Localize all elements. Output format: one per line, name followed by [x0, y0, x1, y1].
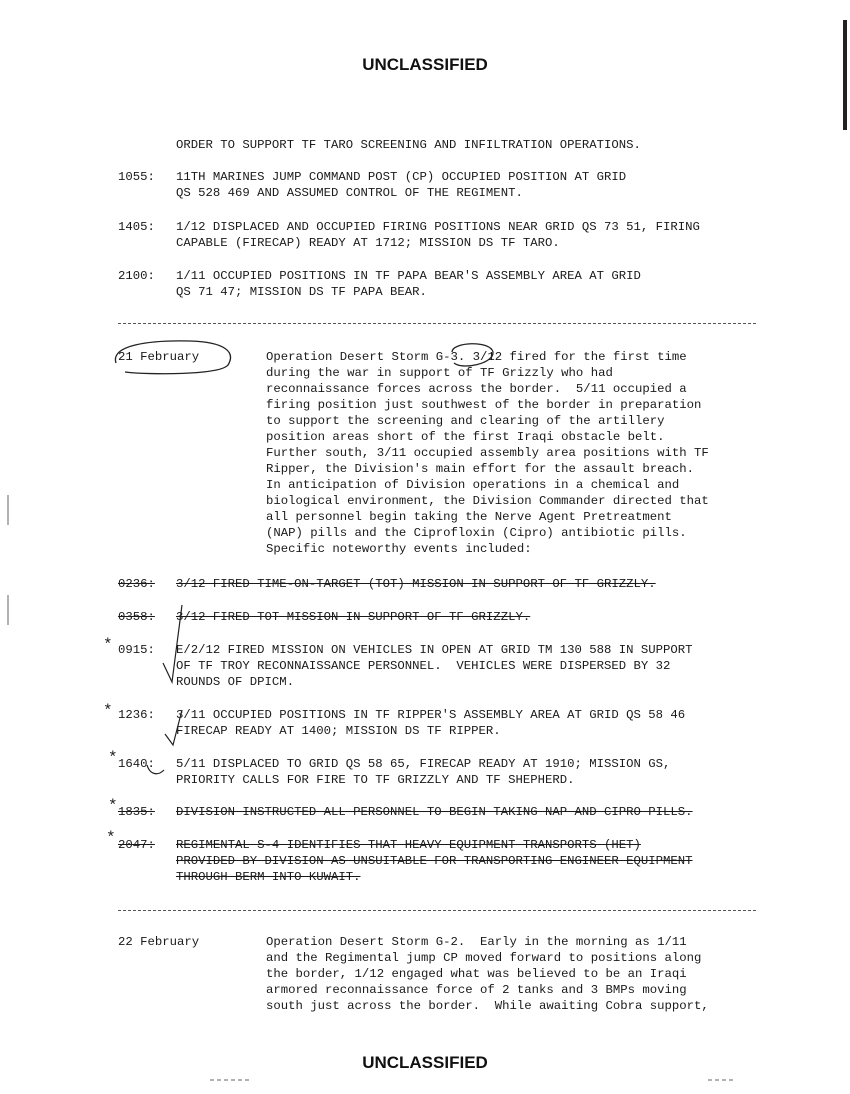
para-line: biological environment, the Division Commander directed that: [266, 494, 709, 508]
entry-time: 2047:: [118, 838, 155, 852]
entry-time: 1835:: [118, 805, 155, 819]
entry-line: PROVIDED BY DIVISION AS UNSUITABLE FOR TRANSPORTING ENGINEER EQUIPMENT: [176, 854, 693, 868]
entry-line: DIVISION INSTRUCTED ALL PERSONNEL TO BEGIN TAKING NAP AND CIPRO PILLS.: [176, 805, 693, 819]
para-line: during the war in support of TF Grizzly who had: [266, 366, 613, 380]
para-line: Further south, 3/11 occupied assembly area positions with TF: [266, 446, 709, 460]
entry-time: 0358:: [118, 610, 155, 624]
entry-time: 2100:: [118, 269, 155, 283]
scan-edge-bar: [843, 20, 847, 130]
para-line: firing position just southwest of the border in preparation: [266, 398, 702, 412]
entry-line: 11TH MARINES JUMP COMMAND POST (CP) OCCUPIED POSITION AT GRID: [176, 170, 627, 184]
asterisk-mark: *: [103, 636, 113, 654]
entry-line: 1/11 OCCUPIED POSITIONS IN TF PAPA BEAR'S ASSEMBLY AREA AT GRID: [176, 269, 641, 283]
para-line: the border, 1/12 engaged what was believed to be an Iraqi: [266, 967, 687, 981]
date-21-february: 21 February: [118, 350, 200, 364]
entry-time: 1640:: [118, 757, 155, 771]
footer-classification: UNCLASSIFIED: [362, 1053, 488, 1072]
date-22-february: 22 February: [118, 935, 200, 949]
entry-line: QS 71 47; MISSION DS TF PAPA BEAR.: [176, 285, 427, 299]
entry-line: CAPABLE (FIRECAP) READY AT 1712; MISSION DS TF TARO.: [176, 236, 560, 250]
entry-line: 5/11 DISPLACED TO GRID QS 58 65, FIRECAP READY AT 1910; MISSION GS,: [176, 757, 671, 771]
para-line: all personnel begin taking the Nerve Agent Pretreatment: [266, 510, 672, 524]
entry-line: FIRECAP READY AT 1400; MISSION DS TF RIPPER.: [176, 724, 501, 738]
intro-line: ORDER TO SUPPORT TF TARO SCREENING AND INFILTRATION OPERATIONS.: [176, 138, 641, 152]
para-line: and the Regimental jump CP moved forward to positions along: [266, 951, 702, 965]
para-line: Operation Desert Storm G-3. 3/12 fired for the first time: [266, 350, 687, 364]
entry-time: 1236:: [118, 708, 155, 722]
entry-time: 1405:: [118, 220, 155, 234]
para-line: Ripper, the Division's main effort for the assault breach.: [266, 462, 695, 476]
para-line: armored reconnaissance force of 2 tanks and 3 BMPs moving: [266, 983, 687, 997]
entry-line: REGIMENTAL S-4 IDENTIFIES THAT HEAVY EQUIPMENT TRANSPORTS (HET): [176, 838, 641, 852]
entry-line: 1/12 DISPLACED AND OCCUPIED FIRING POSITIONS NEAR GRID QS 73 51, FIRING: [176, 220, 700, 234]
entry-line: PRIORITY CALLS FOR FIRE TO TF GRIZZLY AND TF SHEPHERD.: [176, 773, 575, 787]
para-line: reconnaissance forces across the border. 5/11 occupied a: [266, 382, 687, 396]
entry-line: 3/11 OCCUPIED POSITIONS IN TF RIPPER'S ASSEMBLY AREA AT GRID QS 58 46: [176, 708, 686, 722]
entry-time: 0236:: [118, 577, 155, 591]
entry-line: QS 528 469 AND ASSUMED CONTROL OF THE REGIMENT.: [176, 186, 523, 200]
para-line: Operation Desert Storm G-2. Early in the morning as 1/11: [266, 935, 687, 949]
entry-line: E/2/12 FIRED MISSION ON VEHICLES IN OPEN AT GRID TM 130 588 IN SUPPORT: [176, 643, 693, 657]
entry-line: 3/12 FIRED TOT MISSION IN SUPPORT OF TF GRIZZLY.: [176, 610, 531, 624]
header-classification: UNCLASSIFIED: [362, 55, 488, 74]
para-line: to support the screening and clearing of the artillery: [266, 414, 665, 428]
section-divider: [118, 323, 756, 324]
entry-time: 1055:: [118, 170, 155, 184]
para-line: position areas short of the first Iraqi obstacle belt.: [266, 430, 665, 444]
para-line: south just across the border. While awaiting Cobra support,: [266, 999, 709, 1013]
para-line: (NAP) pills and the Ciprofloxin (Cipro) antibiotic pills.: [266, 526, 687, 540]
asterisk-mark: *: [108, 797, 118, 815]
asterisk-mark: *: [108, 749, 118, 767]
entry-line: OF TF TROY RECONNAISSANCE PERSONNEL. VEHICLES WERE DISPERSED BY 32: [176, 659, 671, 673]
entry-time: 0915:: [118, 643, 155, 657]
para-line: In anticipation of Division operations in a chemical and: [266, 478, 680, 492]
entry-line: THROUGH BERM INTO KUWAIT.: [176, 870, 361, 884]
entry-line: 3/12 FIRED TIME-ON-TARGET (TOT) MISSION IN SUPPORT OF TF GRIZZLY.: [176, 577, 656, 591]
section-divider: [118, 910, 756, 911]
asterisk-mark: *: [103, 702, 113, 720]
entry-line: ROUNDS OF DPICM.: [176, 675, 295, 689]
para-line: Specific noteworthy events included:: [266, 542, 532, 556]
asterisk-mark: *: [106, 829, 116, 847]
